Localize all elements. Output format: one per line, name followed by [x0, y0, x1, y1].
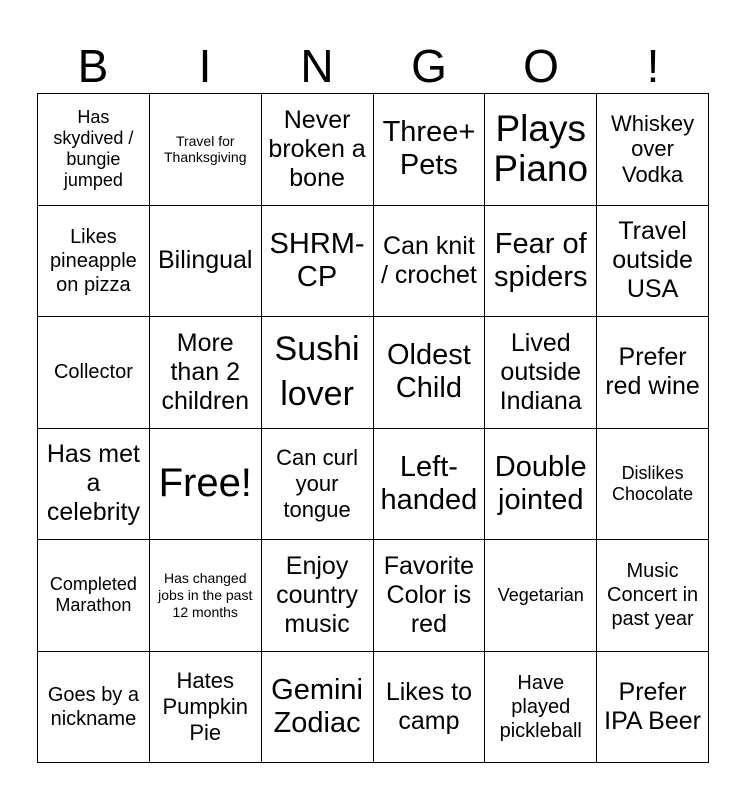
- bingo-cell-text: Travel for Thanksgiving: [163, 132, 247, 166]
- bingo-cell-text: Can curl your tongue: [276, 445, 359, 522]
- bingo-cell[interactable]: [38, 540, 150, 652]
- bingo-cell[interactable]: [597, 206, 709, 318]
- bingo-cell[interactable]: [38, 206, 150, 318]
- title-letter-n: N: [300, 40, 334, 92]
- bingo-cell[interactable]: [262, 94, 374, 206]
- bingo-cell-text: Has skydived / bungie jumped: [53, 106, 134, 191]
- bingo-cell-text: Never broken a bone: [268, 105, 366, 192]
- bingo-cell-text: Likes pineapple on pizza: [50, 225, 137, 296]
- bingo-cell[interactable]: [262, 652, 374, 764]
- bingo-cell[interactable]: [485, 429, 597, 541]
- bingo-cell[interactable]: [150, 94, 262, 206]
- bingo-cell-text: Gemini Zodiac: [271, 673, 363, 739]
- bingo-cell-text: More than 2 children: [161, 328, 250, 415]
- bingo-cell[interactable]: [38, 429, 150, 541]
- bingo-cell[interactable]: [597, 317, 709, 429]
- bingo-cell-text: Lived outside Indiana: [499, 328, 582, 415]
- bingo-cell[interactable]: [262, 540, 374, 652]
- bingo-cell[interactable]: [38, 94, 150, 206]
- bingo-board: [37, 93, 709, 763]
- bingo-cell-text: Enjoy country music: [276, 551, 359, 638]
- bingo-cell-text: Collector: [53, 361, 133, 384]
- bingo-cell-text: Completed Marathon: [49, 574, 137, 616]
- bingo-cell[interactable]: [150, 540, 262, 652]
- bingo-cell-text: Dislikes Chocolate: [612, 462, 694, 504]
- title-letter-i: I: [198, 40, 212, 92]
- bingo-cell-text: Has changed jobs in the past 12 months: [158, 570, 253, 620]
- bingo-cell[interactable]: [38, 317, 150, 429]
- bingo-cell-text: Goes by a nickname: [47, 683, 139, 730]
- bingo-cell-text: Travel outside USA: [612, 217, 693, 304]
- bingo-cell-text: Left-handed: [380, 450, 478, 516]
- bingo-cell[interactable]: [485, 652, 597, 764]
- free-space-text: Free!: [158, 461, 252, 506]
- bingo-cell[interactable]: [485, 94, 597, 206]
- bingo-cell-text: Favorite Color is red: [383, 551, 475, 638]
- bingo-cell[interactable]: [150, 206, 262, 318]
- bingo-cell-text: Can knit / crochet: [380, 231, 477, 289]
- bingo-cell-text: Oldest Child: [387, 339, 471, 405]
- bingo-cell[interactable]: [485, 317, 597, 429]
- bingo-cell[interactable]: [150, 317, 262, 429]
- bingo-cell[interactable]: [262, 429, 374, 541]
- bingo-cell-text: Have played pickleball: [499, 671, 582, 742]
- bingo-cell[interactable]: [374, 429, 486, 541]
- bingo-cell-text: Vegetarian: [497, 584, 584, 605]
- bingo-cell[interactable]: [485, 206, 597, 318]
- bingo-cell[interactable]: [262, 206, 374, 318]
- title-letter-b: B: [77, 40, 109, 92]
- bingo-cell-text: Prefer red wine: [605, 343, 700, 401]
- bingo-cell-text: Has met a celebrity: [46, 440, 140, 527]
- bingo-cell-text: Plays Piano: [493, 107, 589, 190]
- bingo-cell[interactable]: [38, 652, 150, 764]
- bingo-cell-text: Music Concert in past year: [607, 560, 699, 631]
- bingo-cell-text: Likes to camp: [385, 677, 472, 735]
- bingo-cell-text: Three+ Pets: [382, 116, 476, 182]
- bingo-cell[interactable]: [597, 429, 709, 541]
- bingo-cell[interactable]: [374, 94, 486, 206]
- bingo-cell[interactable]: [485, 540, 597, 652]
- bingo-cell-text: Double jointed: [494, 450, 587, 516]
- title-letter-exclamation: !: [646, 40, 660, 92]
- bingo-cell[interactable]: [374, 317, 486, 429]
- bingo-cell-text: Prefer IPA Beer: [604, 677, 701, 735]
- bingo-cell-text: Bilingual: [157, 246, 253, 275]
- bingo-cell-text: Fear of spiders: [493, 227, 588, 293]
- bingo-cell[interactable]: [597, 652, 709, 764]
- bingo-cell[interactable]: [374, 206, 486, 318]
- free-space-cell[interactable]: [150, 429, 262, 541]
- bingo-cell-text: Whiskey over Vodka: [611, 110, 695, 187]
- bingo-cell[interactable]: [374, 652, 486, 764]
- bingo-cell-text: SHRM-CP: [269, 227, 365, 293]
- bingo-cell[interactable]: [374, 540, 486, 652]
- bingo-cell[interactable]: [597, 540, 709, 652]
- bingo-cell[interactable]: [597, 94, 709, 206]
- bingo-cell[interactable]: [262, 317, 374, 429]
- bingo-cell-text: Hates Pumpkin Pie: [162, 668, 249, 745]
- title-letter-o: O: [523, 40, 559, 92]
- bingo-cell[interactable]: [150, 652, 262, 764]
- bingo-cell-text: Sushi lover: [274, 330, 360, 414]
- bingo-title: [37, 38, 709, 94]
- title-letter-g: G: [411, 40, 447, 92]
